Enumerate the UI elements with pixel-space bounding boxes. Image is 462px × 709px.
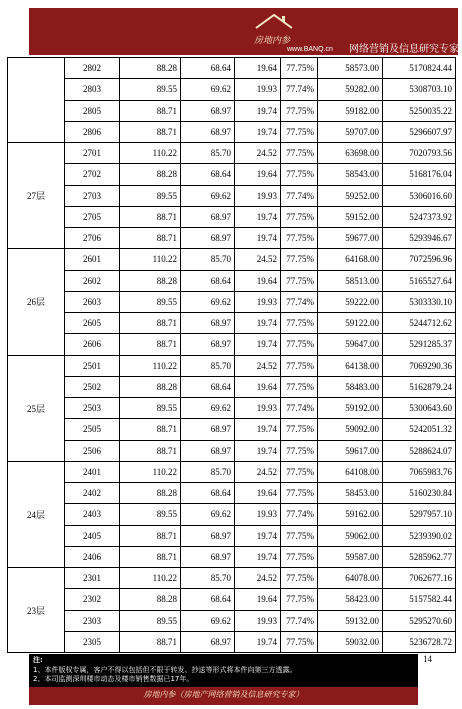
total-price-cell: 5303330.10 xyxy=(383,291,456,312)
table-row xyxy=(8,206,456,227)
unit-cell: 2403 xyxy=(65,504,120,525)
unit-cell: 2603 xyxy=(65,291,120,312)
ratio-cell: 77.75% xyxy=(281,121,318,142)
area-cell: 88.28 xyxy=(120,270,181,291)
unit-price-cell: 59132.00 xyxy=(318,610,383,631)
area-cell: 89.55 xyxy=(120,79,181,100)
unit-cell: 2705 xyxy=(65,206,120,227)
ratio-cell: 77.75% xyxy=(281,313,318,334)
table-row xyxy=(8,610,456,631)
unit-price-cell: 59707.00 xyxy=(318,121,383,142)
inner-area-cell: 68.64 xyxy=(181,270,235,291)
site-url: www.BANQ.cn xyxy=(287,46,333,53)
ratio-cell: 77.75% xyxy=(281,164,318,185)
notes-heading: 注: xyxy=(33,656,43,664)
unit-cell: 2706 xyxy=(65,228,120,249)
inner-area-cell: 68.97 xyxy=(181,525,235,546)
area-cell: 88.71 xyxy=(120,546,181,567)
area-cell: 88.71 xyxy=(120,334,181,355)
area-cell: 88.28 xyxy=(120,58,181,79)
area-cell: 89.55 xyxy=(120,610,181,631)
ratio-cell: 77.75% xyxy=(281,334,318,355)
unit-price-cell: 64168.00 xyxy=(318,249,383,270)
unit-cell: 2805 xyxy=(65,100,120,121)
unit-cell: 2302 xyxy=(65,589,120,610)
unit-cell: 2602 xyxy=(65,270,120,291)
ratio-cell: 77.75% xyxy=(281,206,318,227)
total-price-cell: 5296607.97 xyxy=(383,121,456,142)
unit-price-cell: 59152.00 xyxy=(318,206,383,227)
area-cell: 88.71 xyxy=(120,525,181,546)
unit-price-cell: 59647.00 xyxy=(318,334,383,355)
total-price-cell: 5288624.07 xyxy=(383,440,456,461)
inner-area-cell: 68.97 xyxy=(181,419,235,440)
total-price-cell: 5247373.92 xyxy=(383,206,456,227)
unit-cell: 2305 xyxy=(65,631,120,652)
unit-price-cell: 59122.00 xyxy=(318,313,383,334)
unit-price-cell: 59062.00 xyxy=(318,525,383,546)
ratio-cell: 77.75% xyxy=(281,546,318,567)
area-cell: 88.28 xyxy=(120,376,181,397)
unit-price-cell: 58573.00 xyxy=(318,58,383,79)
table-row xyxy=(8,334,456,355)
total-price-cell: 5244712.62 xyxy=(383,313,456,334)
area-cell: 88.28 xyxy=(120,589,181,610)
area-cell: 110.22 xyxy=(120,249,181,270)
shared-area-cell: 19.64 xyxy=(235,589,281,610)
sales-table xyxy=(7,57,456,653)
unit-cell: 2405 xyxy=(65,525,120,546)
area-cell: 88.71 xyxy=(120,206,181,227)
unit-cell: 2506 xyxy=(65,440,120,461)
shared-area-cell: 19.64 xyxy=(235,58,281,79)
area-cell: 89.55 xyxy=(120,504,181,525)
floor-cell: 26层 xyxy=(8,249,65,355)
area-cell: 110.22 xyxy=(120,355,181,376)
inner-area-cell: 68.97 xyxy=(181,334,235,355)
unit-price-cell: 59282.00 xyxy=(318,79,383,100)
inner-area-cell: 68.64 xyxy=(181,164,235,185)
ratio-cell: 77.75% xyxy=(281,568,318,589)
total-price-cell: 5295270.60 xyxy=(383,610,456,631)
banner-title: 网络营销及信息研究专家 xyxy=(349,44,459,55)
inner-area-cell: 69.62 xyxy=(181,398,235,419)
unit-price-cell: 59162.00 xyxy=(318,504,383,525)
inner-area-cell: 68.64 xyxy=(181,589,235,610)
unit-cell: 2301 xyxy=(65,568,120,589)
area-cell: 88.71 xyxy=(120,100,181,121)
unit-cell: 2501 xyxy=(65,355,120,376)
area-cell: 88.28 xyxy=(120,164,181,185)
shared-area-cell: 19.74 xyxy=(235,228,281,249)
note-line: 2、本司监测深圳楼市动态及楼市销售数据已17年。 xyxy=(33,675,194,683)
table-row xyxy=(8,79,456,100)
shared-area-cell: 19.93 xyxy=(235,504,281,525)
unit-cell: 2402 xyxy=(65,483,120,504)
unit-price-cell: 59252.00 xyxy=(318,185,383,206)
unit-price-cell: 63698.00 xyxy=(318,143,383,164)
total-price-cell: 5157582.44 xyxy=(383,589,456,610)
ratio-cell: 77.75% xyxy=(281,100,318,121)
ratio-cell: 77.75% xyxy=(281,483,318,504)
unit-price-cell: 59032.00 xyxy=(318,631,383,652)
shared-area-cell: 24.52 xyxy=(235,355,281,376)
table-row xyxy=(8,589,456,610)
inner-area-cell: 68.64 xyxy=(181,483,235,504)
inner-area-cell: 85.70 xyxy=(181,249,235,270)
inner-area-cell: 85.70 xyxy=(181,143,235,164)
table-row xyxy=(8,228,456,249)
inner-area-cell: 68.97 xyxy=(181,228,235,249)
unit-price-cell: 58453.00 xyxy=(318,483,383,504)
table-row xyxy=(8,121,456,142)
shared-area-cell: 19.64 xyxy=(235,164,281,185)
brand-name: 房地内参 xyxy=(254,36,291,46)
table-body xyxy=(8,58,456,653)
total-price-cell: 5297957.10 xyxy=(383,504,456,525)
total-price-cell: 5168176.04 xyxy=(383,164,456,185)
page-number: 14 xyxy=(423,654,432,664)
area-cell: 88.71 xyxy=(120,228,181,249)
area-cell: 89.55 xyxy=(120,398,181,419)
inner-area-cell: 69.62 xyxy=(181,79,235,100)
ratio-cell: 77.75% xyxy=(281,228,318,249)
unit-cell: 2802 xyxy=(65,58,120,79)
area-cell: 88.71 xyxy=(120,121,181,142)
shared-area-cell: 19.74 xyxy=(235,631,281,652)
inner-area-cell: 69.62 xyxy=(181,185,235,206)
unit-cell: 2401 xyxy=(65,461,120,482)
floor-cell: 25层 xyxy=(8,355,65,461)
inner-area-cell: 68.97 xyxy=(181,546,235,567)
unit-price-cell: 58513.00 xyxy=(318,270,383,291)
inner-area-cell: 68.97 xyxy=(181,440,235,461)
inner-area-cell: 85.70 xyxy=(181,461,235,482)
area-cell: 88.71 xyxy=(120,631,181,652)
ratio-cell: 77.74% xyxy=(281,398,318,419)
shared-area-cell: 19.74 xyxy=(235,419,281,440)
floor-cell: 23层 xyxy=(8,568,65,653)
ratio-cell: 77.74% xyxy=(281,79,318,100)
ratio-cell: 77.74% xyxy=(281,291,318,312)
unit-price-cell: 64078.00 xyxy=(318,568,383,589)
ratio-cell: 77.74% xyxy=(281,504,318,525)
ratio-cell: 77.75% xyxy=(281,589,318,610)
ratio-cell: 77.75% xyxy=(281,440,318,461)
unit-price-cell: 59092.00 xyxy=(318,419,383,440)
table-row xyxy=(8,398,456,419)
total-price-cell: 7072596.96 xyxy=(383,249,456,270)
table-row xyxy=(8,631,456,652)
table-row xyxy=(8,568,456,589)
inner-area-cell: 69.62 xyxy=(181,610,235,631)
shared-area-cell: 19.64 xyxy=(235,376,281,397)
unit-cell: 2406 xyxy=(65,546,120,567)
unit-cell: 2505 xyxy=(65,419,120,440)
total-price-cell: 5242051.32 xyxy=(383,419,456,440)
ratio-cell: 77.75% xyxy=(281,525,318,546)
area-cell: 89.55 xyxy=(120,291,181,312)
total-price-cell: 5308703.10 xyxy=(383,79,456,100)
shared-area-cell: 19.74 xyxy=(235,546,281,567)
unit-price-cell: 59617.00 xyxy=(318,440,383,461)
house-roof-icon xyxy=(254,12,294,30)
total-price-cell: 5160230.84 xyxy=(383,483,456,504)
ratio-cell: 77.75% xyxy=(281,461,318,482)
table-row xyxy=(8,270,456,291)
shared-area-cell: 19.93 xyxy=(235,79,281,100)
shared-area-cell: 19.74 xyxy=(235,206,281,227)
unit-cell: 2503 xyxy=(65,398,120,419)
unit-cell: 2303 xyxy=(65,610,120,631)
table-row xyxy=(8,100,456,121)
table-row xyxy=(8,440,456,461)
unit-cell: 2701 xyxy=(65,143,120,164)
total-price-cell: 5236728.72 xyxy=(383,631,456,652)
ratio-cell: 77.75% xyxy=(281,376,318,397)
ratio-cell: 77.75% xyxy=(281,270,318,291)
shared-area-cell: 19.93 xyxy=(235,185,281,206)
floor-cell xyxy=(8,58,65,143)
unit-price-cell: 59677.00 xyxy=(318,228,383,249)
shared-area-cell: 19.74 xyxy=(235,121,281,142)
table-row xyxy=(8,143,456,164)
area-cell: 88.28 xyxy=(120,483,181,504)
table-row xyxy=(8,525,456,546)
ratio-cell: 77.75% xyxy=(281,419,318,440)
total-price-cell: 5165527.64 xyxy=(383,270,456,291)
total-price-cell: 7065983.76 xyxy=(383,461,456,482)
ratio-cell: 77.75% xyxy=(281,355,318,376)
shared-area-cell: 24.52 xyxy=(235,461,281,482)
total-price-cell: 5250035.22 xyxy=(383,100,456,121)
header-banner xyxy=(29,8,458,55)
ratio-cell: 77.75% xyxy=(281,249,318,270)
shared-area-cell: 19.93 xyxy=(235,398,281,419)
total-price-cell: 5162879.24 xyxy=(383,376,456,397)
total-price-cell: 5300643.60 xyxy=(383,398,456,419)
shared-area-cell: 19.74 xyxy=(235,334,281,355)
footer-notes xyxy=(29,654,418,687)
shared-area-cell: 19.74 xyxy=(235,313,281,334)
table-row xyxy=(8,164,456,185)
area-cell: 88.71 xyxy=(120,440,181,461)
unit-cell: 2803 xyxy=(65,79,120,100)
ratio-cell: 77.74% xyxy=(281,185,318,206)
unit-price-cell: 59222.00 xyxy=(318,291,383,312)
table-row xyxy=(8,58,456,79)
inner-area-cell: 68.97 xyxy=(181,206,235,227)
inner-area-cell: 68.64 xyxy=(181,58,235,79)
area-cell: 88.71 xyxy=(120,313,181,334)
unit-price-cell: 58423.00 xyxy=(318,589,383,610)
unit-cell: 2606 xyxy=(65,334,120,355)
area-cell: 110.22 xyxy=(120,461,181,482)
footer-credit: 房地内参（房地产网络营销及信息研究专家） xyxy=(143,690,304,699)
total-price-cell: 5170824.44 xyxy=(383,58,456,79)
total-price-cell: 5291285.37 xyxy=(383,334,456,355)
ratio-cell: 77.74% xyxy=(281,610,318,631)
shared-area-cell: 24.52 xyxy=(235,143,281,164)
floor-cell: 27层 xyxy=(8,143,65,249)
inner-area-cell: 68.97 xyxy=(181,631,235,652)
unit-cell: 2605 xyxy=(65,313,120,334)
ratio-cell: 77.75% xyxy=(281,143,318,164)
ratio-cell: 77.75% xyxy=(281,631,318,652)
unit-price-cell: 58483.00 xyxy=(318,376,383,397)
unit-cell: 2703 xyxy=(65,185,120,206)
inner-area-cell: 68.97 xyxy=(181,313,235,334)
unit-price-cell: 64138.00 xyxy=(318,355,383,376)
total-price-cell: 5306016.60 xyxy=(383,185,456,206)
unit-price-cell: 58543.00 xyxy=(318,164,383,185)
area-cell: 110.22 xyxy=(120,143,181,164)
ratio-cell: 77.75% xyxy=(281,58,318,79)
shared-area-cell: 19.74 xyxy=(235,100,281,121)
shared-area-cell: 19.64 xyxy=(235,483,281,504)
unit-cell: 2601 xyxy=(65,249,120,270)
shared-area-cell: 24.52 xyxy=(235,568,281,589)
table-row xyxy=(8,291,456,312)
total-price-cell: 7020793.56 xyxy=(383,143,456,164)
shared-area-cell: 19.74 xyxy=(235,525,281,546)
unit-price-cell: 59182.00 xyxy=(318,100,383,121)
table-row xyxy=(8,461,456,482)
table-row xyxy=(8,313,456,334)
unit-price-cell: 59587.00 xyxy=(318,546,383,567)
unit-cell: 2702 xyxy=(65,164,120,185)
inner-area-cell: 68.64 xyxy=(181,376,235,397)
total-price-cell: 7062677.16 xyxy=(383,568,456,589)
area-cell: 89.55 xyxy=(120,185,181,206)
inner-area-cell: 68.97 xyxy=(181,100,235,121)
table-row xyxy=(8,376,456,397)
total-price-cell: 5239390.02 xyxy=(383,525,456,546)
table-row xyxy=(8,185,456,206)
shared-area-cell: 19.74 xyxy=(235,440,281,461)
floor-cell: 24层 xyxy=(8,461,65,567)
table-row xyxy=(8,504,456,525)
table-row xyxy=(8,419,456,440)
table-row xyxy=(8,546,456,567)
unit-cell: 2502 xyxy=(65,376,120,397)
shared-area-cell: 19.93 xyxy=(235,291,281,312)
inner-area-cell: 68.97 xyxy=(181,121,235,142)
inner-area-cell: 69.62 xyxy=(181,291,235,312)
unit-cell: 2806 xyxy=(65,121,120,142)
total-price-cell: 5285962.77 xyxy=(383,546,456,567)
area-cell: 88.71 xyxy=(120,419,181,440)
shared-area-cell: 19.64 xyxy=(235,270,281,291)
shared-area-cell: 24.52 xyxy=(235,249,281,270)
inner-area-cell: 69.62 xyxy=(181,504,235,525)
total-price-cell: 5293946.67 xyxy=(383,228,456,249)
note-line: 1、本件版权专属，客户不得以包括但不限于转发、抄送等形式将本件向第三方透露。 xyxy=(33,665,297,674)
total-price-cell: 7069290.36 xyxy=(383,355,456,376)
footer xyxy=(29,654,418,705)
inner-area-cell: 85.70 xyxy=(181,568,235,589)
table-row xyxy=(8,249,456,270)
table-row xyxy=(8,483,456,504)
table-row xyxy=(8,355,456,376)
inner-area-cell: 85.70 xyxy=(181,355,235,376)
shared-area-cell: 19.93 xyxy=(235,610,281,631)
unit-price-cell: 64108.00 xyxy=(318,461,383,482)
area-cell: 110.22 xyxy=(120,568,181,589)
unit-price-cell: 59192.00 xyxy=(318,398,383,419)
